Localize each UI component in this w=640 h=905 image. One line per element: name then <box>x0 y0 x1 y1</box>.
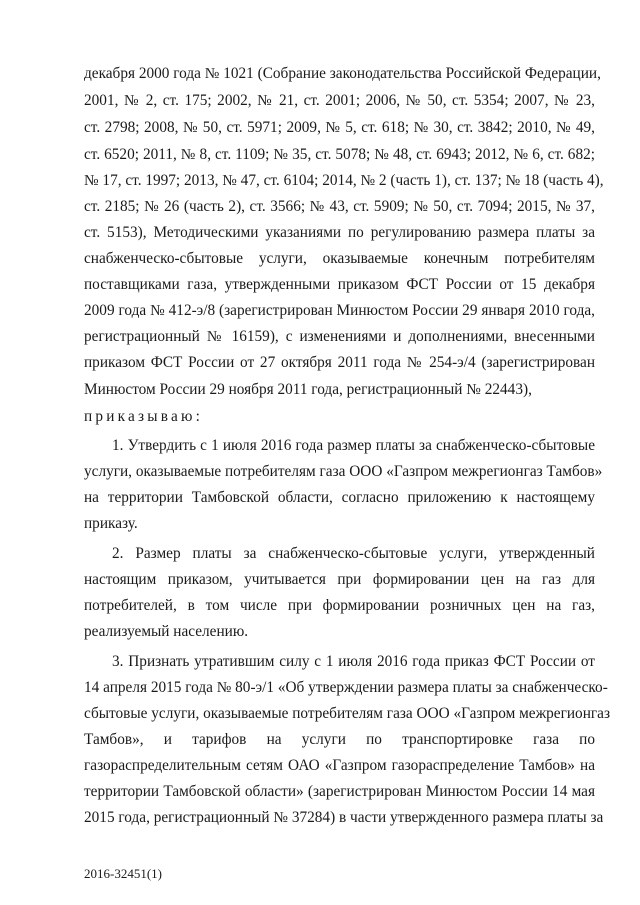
text-line: ст. 5153), Методическими указаниями по регулированию размера платы за <box>84 224 595 241</box>
text-line: № 17, ст. 1997; 2013, № 47, ст. 6104; 2014, № 2 (часть 1), ст. 137; № 18 (часть 4), <box>84 172 604 189</box>
text-line: 2009 года № 412-э/8 (зарегистрирован Минюстом России 29 января 2010 года, <box>84 302 595 319</box>
text-line: 2015 года, регистрационный № 37284) в части утвержденного размера платы за <box>84 809 604 826</box>
text-line: приказом ФСТ России от 27 октября 2011 года № 254-э/4 (зарегистрирован <box>84 354 595 371</box>
order-word: приказываю: <box>84 408 204 425</box>
text-line: настоящим приказом, учитывается при формировании цен на газ для <box>84 571 595 588</box>
text-line: декабря 2000 года № 1021 (Собрание законодательства Российской Федерации, <box>84 65 601 82</box>
text-line: территории Тамбовской области» (зарегистрирован Минюстом России 14 мая <box>84 783 595 800</box>
document-code: 2016-32451(1) <box>84 866 162 881</box>
text-line: Тамбов», и тарифов на услуги по транспортировке газа по <box>84 731 595 748</box>
text-line: ст. 6520; 2011, № 8, ст. 1109; № 35, ст. 5078; № 48, ст. 6943; 2012, № 6, ст. 682; <box>84 146 595 163</box>
text-line: сбытовые услуги, оказываемые потребителям газа ООО «Газпром межрегионгаз <box>84 705 611 722</box>
text-line: поставщиками газа, утвержденными приказом ФСТ России от 15 декабря <box>84 276 595 293</box>
text-line: регистрационный № 16159), с изменениями и дополнениями, внесенными <box>84 328 595 345</box>
text-line: услуги, оказываемые потребителям газа ООО «Газпром межрегионгаз Тамбов» <box>84 463 603 480</box>
text-line: газораспределительным сетям ОАО «Газпром газораспределение Тамбов» на <box>84 757 595 774</box>
clause-1-line: 1. Утвердить с 1 июля 2016 года размер платы за снабженческо-сбытовые <box>112 437 595 454</box>
text-line: на территории Тамбовской области, согласно приложению к настоящему <box>84 489 595 506</box>
text-line: потребителей, в том числе при формировании розничных цен на газ, <box>84 597 595 614</box>
text-line: приказу. <box>84 515 138 532</box>
text-line: снабженческо-сбытовые услуги, оказываемые конечным потребителям <box>84 250 595 267</box>
clause-2-line: 2. Размер платы за снабженческо-сбытовые услуги, утвержденный <box>112 545 595 562</box>
text-line: 2001, № 2, ст. 175; 2002, № 21, ст. 2001; 2006, № 50, ст. 5354; 2007, № 23, <box>84 92 595 109</box>
text-line: реализуемый населению. <box>84 623 249 640</box>
text-line: ст. 2798; 2008, № 50, ст. 5971; 2009, № 5, ст. 618; № 30, ст. 3842; 2010, № 49, <box>84 119 595 136</box>
text-line: 14 апреля 2015 года № 80-э/1 «Об утверждении размера платы за снабженческо- <box>84 679 608 696</box>
text-line: ст. 2185; № 26 (часть 2), ст. 3566; № 43, ст. 5909; № 50, ст. 7094; 2015, № 37, <box>84 198 595 215</box>
clause-3-line: 3. Признать утратившим силу с 1 июля 2016 года приказ ФСТ России от <box>112 653 595 670</box>
text-line: Минюстом России 29 ноября 2011 года, регистрационный № 22443), <box>84 381 532 398</box>
